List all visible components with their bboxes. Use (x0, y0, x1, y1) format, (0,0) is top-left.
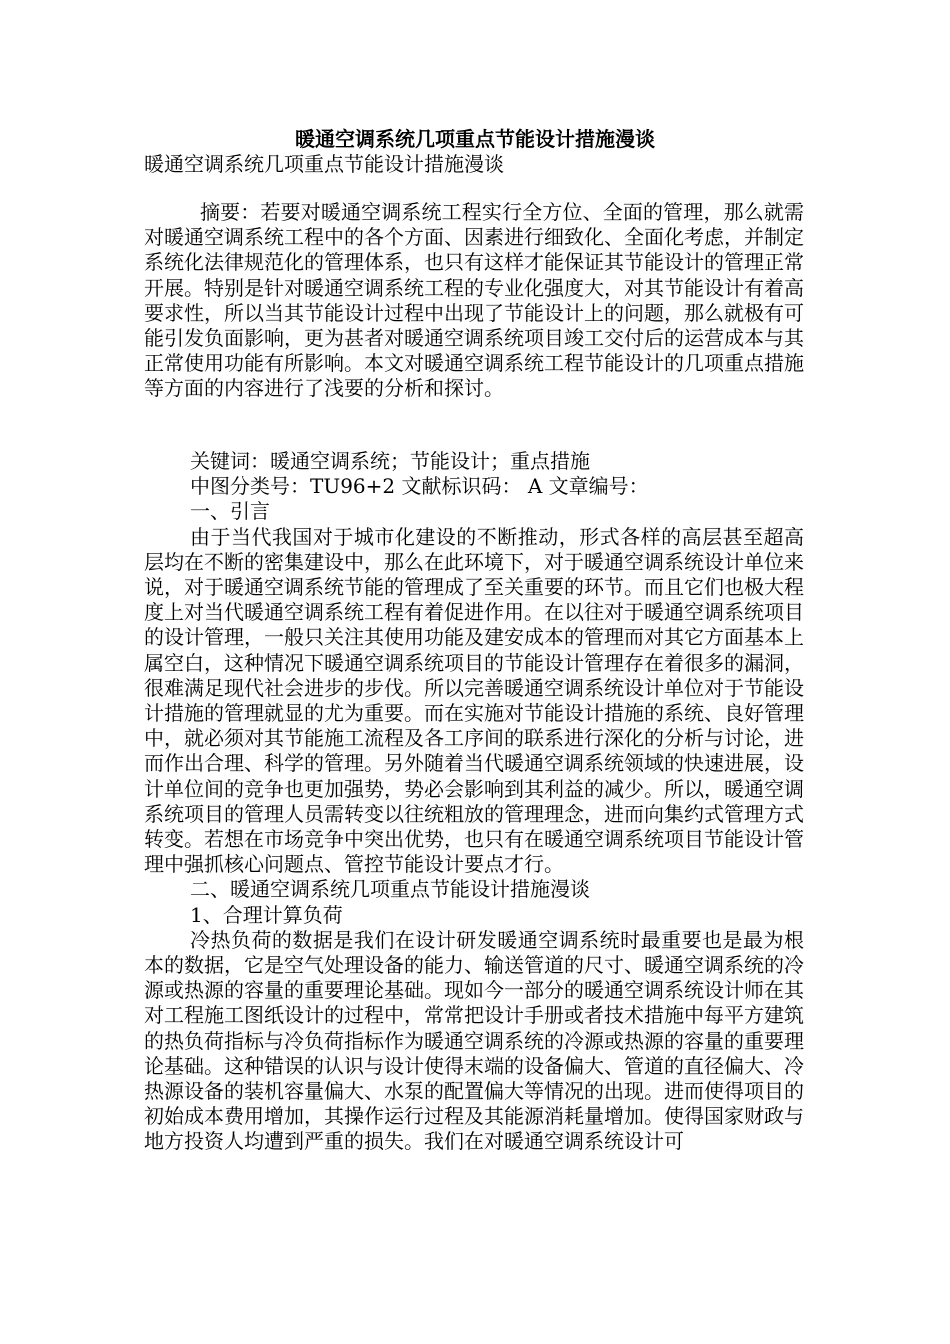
keywords-line: 关键词：暖通空调系统；节能设计；重点措施 (190, 449, 590, 473)
subsection-heading-load-calculation: 1、合理计算负荷 (190, 902, 343, 927)
section-heading-introduction: 一、引言 (190, 499, 270, 524)
classification-line: 中图分类号：TU96+2 文献标识码： A 文章编号： (190, 474, 649, 499)
document-body (144, 449, 804, 1155)
document-subtitle: 暖通空调系统几项重点节能设计措施漫谈 (144, 152, 504, 176)
abstract-paragraph: 摘要：若要对暖通空调系统工程实行全方位、全面的管理，那么就需对暖通空调系统工程中的各个方面、因素进行细致化、全面化考虑，并制定系统化法律规范化的管理体系，也只有这样才能保证其节能设计的管理正常开展。特别是针对暖通空调系统工程的专业化强度大，对其节能设计有着高要求性，所以当其节能设计过程中出现了节能设计上的问题，那么就极有可能引发负面影响，更为甚者对暖通空调系统项目竣工交付后的运营成本与其正常使用功能有所影响。本文对暖通空调系统工程节能设计的几项重点措施等方面的内容进行了浅要的分析和探讨。 (144, 200, 804, 401)
document-title: 暖通空调系统几项重点节能设计措施漫谈 (295, 127, 655, 151)
section-heading-measures: 二、暖通空调系统几项重点节能设计措施漫谈 (190, 877, 590, 902)
introduction-paragraph: 由于当代我国对于城市化建设的不断推动，形式各样的高层甚至超高层均在不断的密集建设中，那么在此环境下，对于暖通空调系统设计单位来说，对于暖通空调系统节能的管理成了至关重要的环节。而且它们也极大程度上对当代暖通空调系统工程有着促进作用。在以往对于暖通空调系统项目的设计管理，一般只关注其使用功能及建安成本的管理而对其它方面基本上属空白，这种情况下暖通空调系统项目的节能设计管理存在着很多的漏洞，很难满足现代社会进步的步伐。所以完善暖通空调系统设计单位对于节能设计措施的管理就显的尤为重要。而在实施对节能设计措施的系统、良好管理中，就必须对其节能施工流程及各工序间的联系进行深化的分析与讨论，进而作出合理、科学的管理。另外随着当代暖通空调系统领域的快速进展，设计单位间的竞争也更加强势，势必会影响到其利益的减少。所以，暖通空调系统项目的管理人员需转变以往统粗放的管理理念，进而向集约式管理方式转变。若想在市场竞争中突出优势，也只有在暖通空调系统项目节能设计管理中强抓核心问题点、管控节能设计要点才行。 (144, 524, 804, 877)
load-calculation-paragraph: 冷热负荷的数据是我们在设计研发暖通空调系统时最重要也是最为根本的数据，它是空气处理设备的能力、输送管道的尺寸、暖通空调系统的冷源或热源的容量的重要理论基础。现如今一部分的暖通空调系统设计师在其对工程施工图纸设计的过程中，常常把设计手册或者技术措施中每平方建筑的热负荷指标与冷负荷指标作为暖通空调系统的冷源或热源的容量的重要理论基础。这种错误的认识与设计使得末端的设备偏大、管道的直径偏大、冷热源设备的装机容量偏大、水泵的配置偏大等情况的出现。进而使得项目的初始成本费用增加，其操作运行过程及其能源消耗量增加。使得国家财政与地方投资人均遭到严重的损失。我们在对暖通空调系统设计可 (144, 927, 804, 1154)
